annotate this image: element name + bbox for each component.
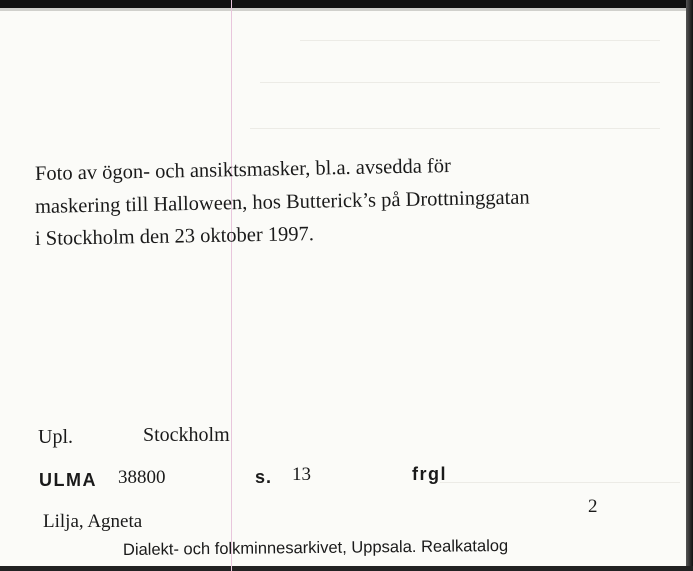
- description-line-1: Foto av ögon- och ansiktsmasker, bl.a. avsedda för: [34, 155, 452, 185]
- card-bottom-edge: [0, 566, 693, 571]
- show-through-mark: [250, 128, 660, 129]
- place-label: Stockholm: [143, 424, 230, 446]
- card-number: 2: [588, 496, 598, 517]
- card-top-border: [0, 0, 693, 8]
- page-label: s.: [255, 467, 273, 487]
- description-line-3: i Stockholm den 23 oktober 1997.: [34, 223, 315, 250]
- archive-footer: Dialekt- och folkminnesarkivet, Uppsala. Realkatalog: [122, 536, 509, 559]
- collector-name: Lilja, Agneta: [43, 511, 143, 532]
- category-code: frgl: [412, 464, 447, 484]
- description-line-2: maskering till Halloween, hos Butterick’s på Drottninggatan: [34, 186, 530, 218]
- card-right-edge: [686, 0, 693, 571]
- province-label: Upl.: [38, 426, 73, 448]
- archive-number: 38800: [118, 467, 166, 488]
- archive-label: ULMA: [39, 470, 97, 490]
- show-through-mark: [300, 40, 660, 41]
- show-through-mark: [440, 482, 680, 483]
- margin-rule: [231, 0, 232, 571]
- show-through-mark: [260, 82, 660, 83]
- page-number: 13: [292, 464, 311, 485]
- card-top-shadow: [0, 8, 693, 11]
